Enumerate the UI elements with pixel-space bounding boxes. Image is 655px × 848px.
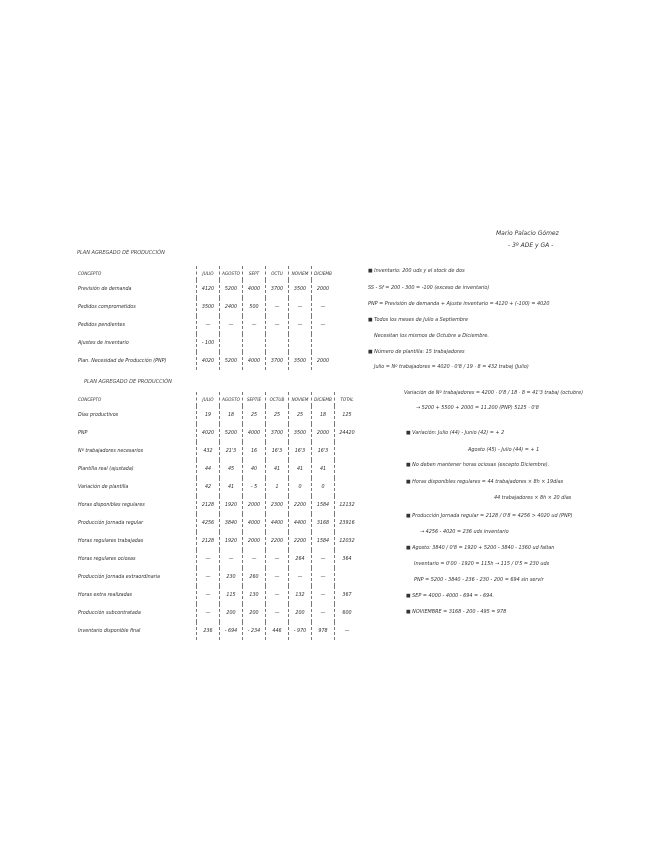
table-cell: 44 — [197, 460, 220, 478]
note: SS - Sf = 200 - 300 = -100 (exceso de inventario) — [368, 285, 490, 291]
table-row — [76, 568, 359, 586]
note: ■ Inventario: 200 uds y el stock de dos — [368, 268, 465, 274]
table-cell: 264 — [289, 550, 312, 568]
table-cell: — — [243, 316, 266, 334]
table-cell: 200 — [243, 604, 266, 622]
table-cell: — — [312, 298, 335, 316]
table-cell: 2200 — [289, 496, 312, 514]
note: → 4256 - 4020 = 236 uds inventario — [420, 529, 509, 535]
table-cell: 230 — [220, 568, 243, 586]
table-cell: — — [197, 550, 220, 568]
table-cell: 41 — [289, 460, 312, 478]
table-row — [76, 478, 359, 496]
note: PNP = Previsión de demanda + Ajuste inventario = 4120 + (-100) = 4020 — [368, 301, 550, 307]
row-label: PNP — [78, 430, 88, 436]
header-cell: SEPTIE — [243, 392, 266, 406]
note: Julio = Nº trabajadores = 4020 · 0'8 / 19 · 8 = 432 trabaj (Julio) — [374, 364, 529, 370]
table-row — [76, 352, 334, 370]
table-row — [76, 442, 359, 460]
table-cell: 130 — [243, 586, 266, 604]
table-cell: 1920 — [220, 532, 243, 550]
author-subtitle: - 3º ADE y GA - — [508, 242, 554, 249]
table-cell: — — [266, 586, 289, 604]
table-cell: 1 — [266, 478, 289, 496]
table-row — [76, 298, 334, 316]
row-label: Plantilla real (ajustada) — [78, 466, 134, 472]
table-cell — [312, 334, 335, 352]
table-cell — [335, 478, 360, 496]
table-cell: — — [197, 316, 220, 334]
header-cell: AGOSTO — [220, 392, 243, 406]
row-label: Pedidos pendientes — [78, 322, 125, 328]
header-cell: NOVIEM — [289, 266, 312, 280]
row-label: Producción subcontratada — [78, 610, 141, 616]
table-cell: 3700 — [266, 424, 289, 442]
forecast-table — [76, 266, 334, 370]
table-row — [76, 550, 359, 568]
table-cell: — — [312, 316, 335, 334]
table-cell: 978 — [312, 622, 335, 640]
header-cell: JULIO — [197, 266, 220, 280]
row-label: Previsión de demanda — [78, 286, 132, 292]
table-cell: 600 — [335, 604, 360, 622]
note: Agosto (45) - Julio (44) = + 1 — [468, 447, 540, 453]
table-cell: 3500 — [197, 298, 220, 316]
table-cell: 2200 — [289, 532, 312, 550]
table-cell: 2128 — [197, 532, 220, 550]
table-cell: 1920 — [220, 496, 243, 514]
table-cell: 200 — [289, 604, 312, 622]
table-row — [76, 460, 359, 478]
table-body — [76, 406, 359, 640]
table-cell: 0 — [289, 478, 312, 496]
table-cell: 16'3 — [289, 442, 312, 460]
table-row — [76, 316, 334, 334]
table-cell: 25 — [266, 406, 289, 424]
table-cell — [335, 568, 360, 586]
note: PNP = 5200 - 3840 - 236 - 230 - 200 = 694 sin servir — [414, 577, 544, 583]
table-cell: — — [312, 604, 335, 622]
table-cell: 115 — [220, 586, 243, 604]
note: → 5200 + 5500 + 2000 = 11.200 (PNP) 5125 · 0'8 — [416, 405, 539, 411]
table-cell: 2000 — [243, 532, 266, 550]
table-cell: 4020 — [197, 352, 220, 370]
table-row — [76, 622, 359, 640]
table-cell: - 100 — [197, 334, 220, 352]
table-cell: 4400 — [289, 514, 312, 532]
table-cell: 3700 — [266, 352, 289, 370]
table-row — [76, 406, 359, 424]
table-cell: 5200 — [220, 280, 243, 298]
table-cell: 25 — [243, 406, 266, 424]
note: ■ Horas disponibles regulares = 44 trabajadores × 8h × 19días — [406, 479, 564, 485]
table-header-row — [76, 392, 359, 406]
table-cell: 24420 — [335, 424, 360, 442]
note: 44 trabajadores × 8h × 20 días — [494, 495, 572, 501]
note: ■ Variación: Julio (44) - Junio (42) = + 2 — [406, 430, 505, 436]
table-row — [76, 334, 334, 352]
table-cell: — — [266, 604, 289, 622]
table-cell: 3500 — [289, 280, 312, 298]
table-cell: — — [266, 568, 289, 586]
header-cell: DICIEMB — [312, 392, 335, 406]
row-label: Inventario disponible final — [78, 628, 141, 634]
note: ■ SEP = 4000 - 4000 - 694 = - 694. — [406, 593, 494, 599]
table-cell: 2000 — [312, 424, 335, 442]
table-cell: 2400 — [220, 298, 243, 316]
header-cell: OCTUB — [266, 392, 289, 406]
table-cell — [289, 334, 312, 352]
table-cell: — — [289, 316, 312, 334]
table-cell: — — [335, 622, 360, 640]
table-cell — [335, 460, 360, 478]
note: ■ NOVIEMBRE = 3168 - 200 - 495 = 978 — [406, 609, 507, 615]
header-cell: DICIEMB — [312, 266, 335, 280]
table-cell: 1584 — [312, 496, 335, 514]
table-cell: 4000 — [243, 280, 266, 298]
table-cell: 2300 — [266, 496, 289, 514]
header-cell: NOVIEM — [289, 392, 312, 406]
table-cell: — — [289, 298, 312, 316]
row-label: Horas extra realizadas — [78, 592, 133, 598]
table1-title: PLAN AGREGADO DE PRODUCCIÓN — [77, 250, 165, 256]
table-cell: 40 — [243, 460, 266, 478]
table-cell: 236 — [197, 622, 220, 640]
note: Necesitan los mismos de Octubre a Diciembre. — [374, 333, 489, 339]
note: ■ Número de plantilla: 15 trabajadores — [368, 349, 465, 355]
table-cell: 2128 — [197, 496, 220, 514]
table-cell: 16'3 — [266, 442, 289, 460]
table2-title: PLAN AGREGADO DE PRODUCCIÓN — [84, 379, 172, 385]
table-cell: 132 — [289, 586, 312, 604]
table-cell: 5200 — [220, 424, 243, 442]
table-cell: — — [312, 550, 335, 568]
table-cell: 25 — [289, 406, 312, 424]
table-cell: 125 — [335, 406, 360, 424]
table-cell: — — [266, 298, 289, 316]
table-cell — [266, 334, 289, 352]
production-plan-table — [76, 392, 359, 640]
table-cell: 3168 — [312, 514, 335, 532]
table-cell: 4000 — [243, 514, 266, 532]
table-cell: 2000 — [312, 280, 335, 298]
table-cell: 19 — [197, 406, 220, 424]
table-cell: 4020 — [197, 424, 220, 442]
table-row — [76, 424, 359, 442]
table-row — [76, 496, 359, 514]
table-cell: 16'3 — [312, 442, 335, 460]
table-cell: 4000 — [243, 352, 266, 370]
table-row — [76, 586, 359, 604]
table-cell: 18 — [312, 406, 335, 424]
table-cell: 45 — [220, 460, 243, 478]
table-cell: 2000 — [312, 352, 335, 370]
table-cell: 16 — [243, 442, 266, 460]
row-label: Horas regulares ociosas — [78, 556, 136, 562]
table-cell — [220, 334, 243, 352]
table-cell: 2000 — [243, 496, 266, 514]
table-cell: 364 — [335, 550, 360, 568]
table-cell: — — [220, 316, 243, 334]
note: ■ No deben mantener horas ociosas (excepto Diciembre). — [406, 462, 550, 468]
row-label: Ajustes de inventario — [78, 340, 129, 346]
header-cell: AGOSTO — [220, 266, 243, 280]
table-cell: 0 — [312, 478, 335, 496]
header-cell: CONCEPTO — [78, 270, 102, 276]
header-cell: OCTU — [266, 266, 289, 280]
table-cell: — — [266, 316, 289, 334]
header-cell: SEPT — [243, 266, 266, 280]
table-cell: 5200 — [220, 352, 243, 370]
table-cell: 1584 — [312, 532, 335, 550]
table-cell: — — [220, 550, 243, 568]
author-name: Mario Palacio Gómez — [496, 230, 559, 237]
table-cell: 3500 — [289, 352, 312, 370]
header-cell: CONCEPTO — [78, 396, 102, 402]
table-cell: 367 — [335, 586, 360, 604]
table-row — [76, 514, 359, 532]
table-cell: 18 — [220, 406, 243, 424]
table-row — [76, 532, 359, 550]
table-cell — [243, 334, 266, 352]
row-label: Nº trabajadores necesarios — [78, 448, 144, 454]
table-cell: 432 — [197, 442, 220, 460]
table-cell: 500 — [243, 298, 266, 316]
table-cell: — — [312, 586, 335, 604]
table-cell: — — [312, 568, 335, 586]
table-header-row — [76, 266, 334, 280]
table-row — [76, 604, 359, 622]
table-cell: — — [243, 550, 266, 568]
header-cell: TOTAL — [335, 392, 360, 406]
table-cell: 4000 — [243, 424, 266, 442]
table-cell: — — [289, 568, 312, 586]
row-label: Producción Jornada regular — [78, 520, 144, 526]
table-cell: - 694 — [220, 622, 243, 640]
table-cell: 4400 — [266, 514, 289, 532]
table-cell: — — [266, 550, 289, 568]
table-row — [76, 280, 334, 298]
note: ■ Producción Jornada regular = 2128 / 0'8 = 4256 > 4020 ud (PNP) — [406, 513, 573, 519]
table-cell: - 970 — [289, 622, 312, 640]
table-cell: 41 — [266, 460, 289, 478]
table-cell: 3500 — [289, 424, 312, 442]
table-cell: 42 — [197, 478, 220, 496]
row-label: Horas disponibles regulares — [78, 502, 145, 508]
row-label: Horas regulares trabajadas — [78, 538, 144, 544]
table-cell: 4120 — [197, 280, 220, 298]
table-cell: — — [197, 604, 220, 622]
table-cell: 12032 — [335, 532, 360, 550]
table-cell: 12132 — [335, 496, 360, 514]
table-cell: - 5 — [243, 478, 266, 496]
note: ■ Todos los meses de Julio a Septiembre — [368, 317, 469, 323]
table-cell: 446 — [266, 622, 289, 640]
table-cell: 200 — [220, 604, 243, 622]
note: Inventario = 0'00 · 1920 = 115h → 115 / 0'5 = 230 uds — [414, 561, 550, 567]
table-cell: 2200 — [266, 532, 289, 550]
table-cell: 4256 — [197, 514, 220, 532]
row-label: Días productivos — [78, 412, 119, 418]
table-cell: 23916 — [335, 514, 360, 532]
row-label: Producción Jornada extraordinaria — [78, 574, 160, 580]
table-cell: — — [197, 568, 220, 586]
table-cell: 21'3 — [220, 442, 243, 460]
row-label: Pedidos comprometidos — [78, 304, 136, 310]
table-cell: — — [197, 586, 220, 604]
table-cell: 41 — [220, 478, 243, 496]
table-cell: 260 — [243, 568, 266, 586]
table-cell — [335, 442, 360, 460]
header-cell: JULIO — [197, 392, 220, 406]
row-label: Plan. Necesidad de Producción (PNP) — [78, 358, 167, 364]
table-cell: 41 — [312, 460, 335, 478]
table-cell: 3700 — [266, 280, 289, 298]
note: Variación de Nº trabajadores = 4200 · 0'8 / 18 · 8 = 41'3 trabaj (octubre) — [404, 390, 583, 396]
table-cell: - 234 — [243, 622, 266, 640]
table-cell: 3840 — [220, 514, 243, 532]
row-label: Variación de plantilla — [78, 484, 129, 490]
note: ■ Agosto: 3840 / 0'8 = 1920 + 5200 - 3840 - 1360 ud faltan — [406, 545, 555, 551]
